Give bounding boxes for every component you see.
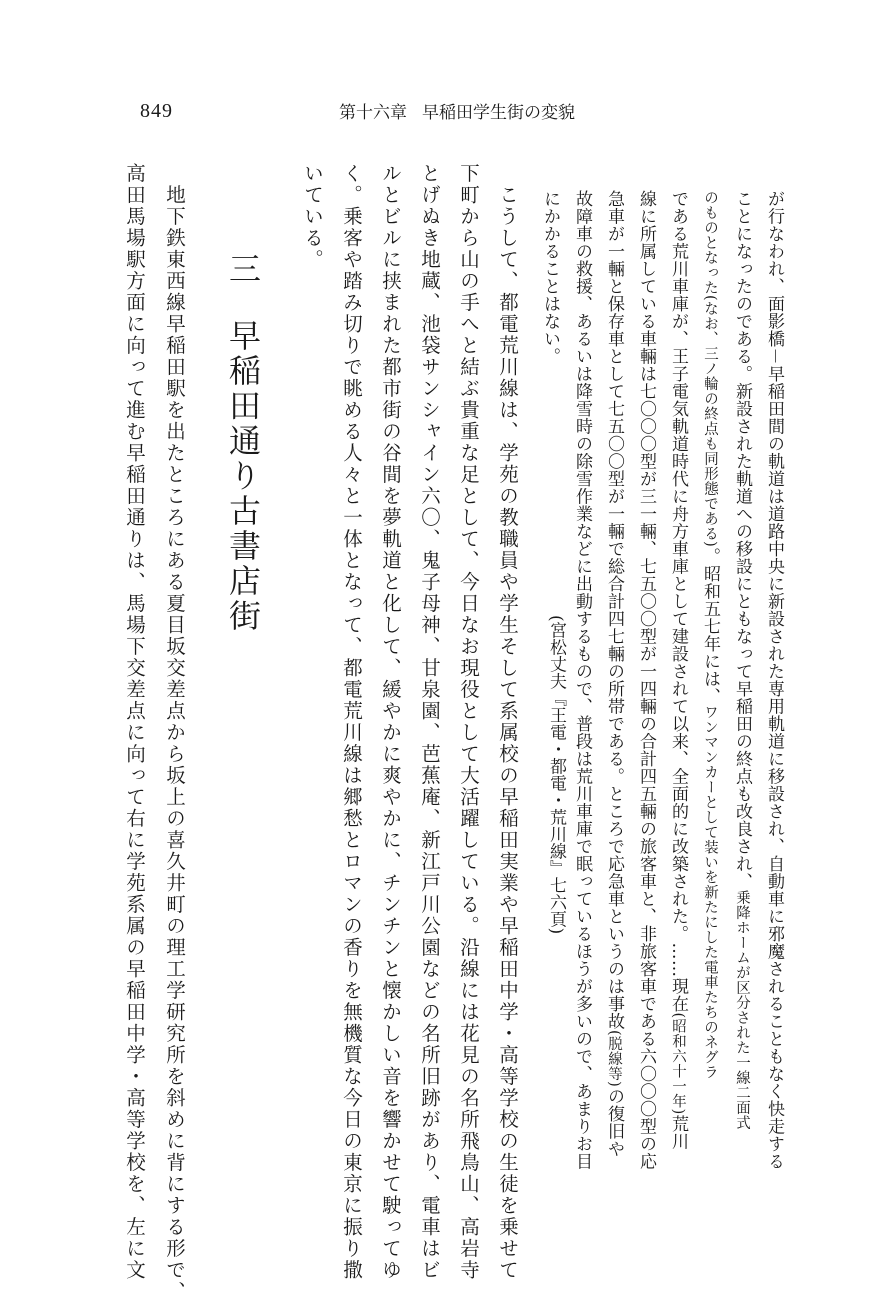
chapter-title: 早稲田学生街の変貌: [422, 103, 575, 123]
quote-small-text: (脱線等): [606, 1030, 622, 1088]
quote-line: [630, 190, 662, 1170]
running-head: [339, 98, 575, 123]
quote-small-text: 乗降ホームが区分された一線二面式: [734, 890, 750, 1130]
chapter-number: 第十六章: [339, 103, 407, 123]
body-paragraph-2: [104, 163, 194, 1303]
quote-text: の復旧や: [604, 1087, 624, 1158]
text-line: 下町から山の手へと結ぶ貴重な足として、今日なお現役として大活躍している。沿線には花見の名所飛鳥山、高岩寺: [457, 163, 480, 1281]
body-paragraph-1: [298, 163, 527, 1281]
section-heading: [215, 252, 271, 752]
page-number: 849: [140, 100, 173, 122]
quote-text: 故障車の救援、あるいは降雪時の除雪作業などに出動するもので、普段は荒川車庫で眠っているほうが多いので、あまりお目: [572, 190, 592, 1170]
quote-line: [694, 190, 726, 1120]
quote-line: [598, 190, 630, 1158]
text-line: 高田馬場駅方面に向って進む早稲田通りは、馬場下交差点に向って右に学苑系属の早稲田中学・高等学校を、左に文: [123, 163, 146, 1281]
text-line: とげぬき地蔵、池袋サンシャイン六〇、鬼子母神、甘泉園、芭蕉庵、新江戸川公園などの名所旧跡があり、電車はビ: [418, 163, 441, 1281]
quote-text: が行なわれ、面影橋－早稲田間の軌道は道路中央に新設された専用軌道に移設され、自動車に邪魔されることもなく快走する: [764, 190, 784, 1170]
quote-small-text: (昭和六十一年): [670, 1012, 686, 1115]
running-header: [135, 96, 755, 130]
quote-citation: (宮松丈夫『王電・都電・荒川線』七六頁): [546, 615, 566, 935]
quote-line: [758, 190, 790, 1170]
quote-small-text: (なお、三ノ輪の終点も同形態である): [702, 295, 718, 548]
text-line: こうして、都電荒川線は、学苑の教職員や学生そして系属校の早稲田実業や早稲田中学・高等学校の生徒を乗せて: [496, 163, 519, 1281]
quote-small-text: のものとなった: [702, 190, 718, 295]
text-line: く。乗客や踏み切りで眺める人々と一体となって、都電荒川線は郷愁とロマンの香りを無機質な今日の東京に振り撒: [340, 163, 363, 1281]
text-line: 地下鉄東西線早稲田駅を出たところにある夏目坂交差点から坂上の喜久井町の理工学研究所を斜めに背にする形で、: [163, 163, 186, 1303]
quote-text: 急車が一輛と保存車として七五〇〇型が一輛で総合計四七輛の所帯である。ところで応急車というのは事故: [604, 190, 624, 1030]
quote-text: 線に所属している車輛は七〇〇〇型が三一輛、七五〇〇型が一四輛の合計四五輛の旅客車と、非旅客車である六〇〇〇型の応: [636, 190, 656, 1170]
text-line: いている。: [301, 163, 324, 271]
section-title: 早稲田通り古書店街: [224, 319, 262, 634]
block-quote: [540, 190, 790, 1170]
quote-text: である荒川車庫が、王子電気軌道時代に舟方車庫として建設されて以来、全面的に改築された。……現在: [668, 190, 688, 1013]
quote-text: 荒川: [668, 1114, 688, 1150]
quote-small-text: ワンマンカーとして装いを新たにした電車たちのネグラ: [702, 704, 718, 1080]
section-number: 三: [224, 252, 262, 287]
quote-text: 。昭和五七年には、: [700, 547, 720, 705]
quote-text: にかかることはない。: [540, 190, 560, 365]
quote-text: ことになったのである。新設された軌道への移設にともなって早稲田の終点も改良され、: [732, 190, 752, 890]
quote-line: [726, 190, 758, 1130]
quote-line: [662, 190, 694, 1150]
text-line: ルとビルに挟まれた都市街の谷間を夢軌道と化して、緩やかに爽やかに、チンチンと懐かしい音を響かせて駛ってゆ: [379, 163, 402, 1281]
